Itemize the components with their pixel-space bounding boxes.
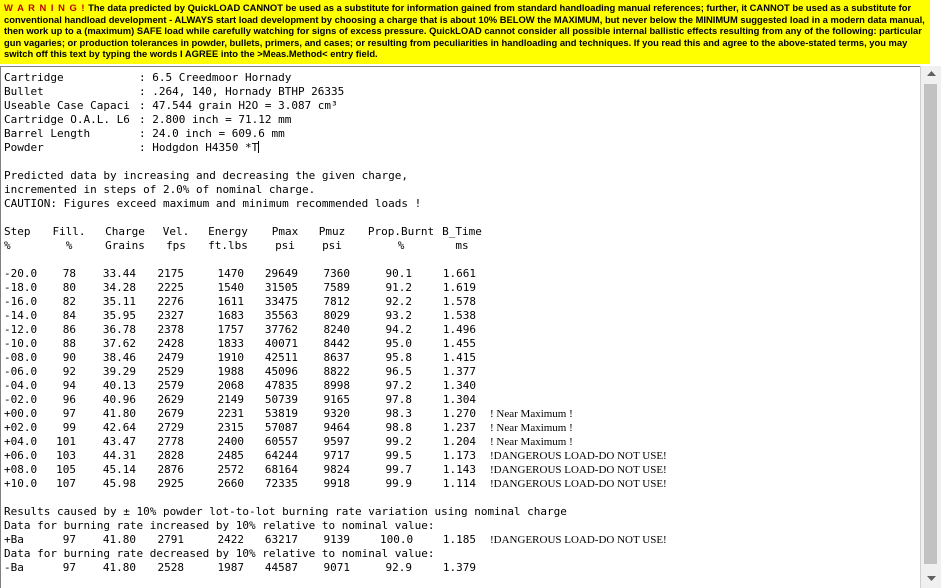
field-label: Useable Case Capaci (4, 99, 130, 112)
table-cell: 96.5 (385, 365, 412, 378)
table-cell: 1.340 (442, 379, 476, 392)
column-header: B_Time (442, 225, 482, 238)
table-cell: 38.46 (102, 351, 136, 364)
table-cell: -14.0 (4, 309, 38, 322)
table-cell: -Ba (4, 561, 24, 574)
table-cell: 2400 (217, 435, 244, 448)
table-cell: 37.62 (102, 337, 136, 350)
load-warning-note: ! Near Maximum ! (490, 422, 573, 434)
table-cell: 92.9 (385, 561, 412, 574)
table-cell: 41.80 (102, 533, 136, 546)
table-cell: 2925 (157, 477, 184, 490)
load-warning-note: ! Near Maximum ! (490, 408, 573, 420)
column-unit: % (397, 239, 405, 252)
table-cell: +06.0 (4, 449, 38, 462)
arrow-down-icon (927, 576, 936, 581)
column-unit: ft.lbs (208, 239, 248, 252)
column-unit: ms (455, 239, 469, 252)
table-cell: 2629 (157, 393, 184, 406)
table-cell: 1.496 (442, 323, 476, 336)
table-cell: 42.64 (102, 421, 136, 434)
column-header: Energy (208, 225, 248, 238)
column-header: Pmuz (318, 225, 346, 238)
scroll-up-button[interactable] (921, 66, 941, 83)
table-cell: 9597 (323, 435, 350, 448)
table-cell: +02.0 (4, 421, 38, 434)
table-cell: 2225 (157, 281, 184, 294)
table-cell: 64244 (264, 449, 298, 462)
table-cell: 8998 (323, 379, 350, 392)
table-cell: 2679 (157, 407, 184, 420)
load-warning-note: !DANGEROUS LOAD-DO NOT USE! (490, 478, 667, 490)
intro-text: CAUTION: Figures exceed maximum and minimum recommended loads ! (4, 197, 422, 210)
table-cell: 1988 (217, 365, 244, 378)
table-cell: 2660 (217, 477, 244, 490)
table-cell: 101 (56, 435, 76, 448)
field-value: : 47.544 grain H2O = 3.087 cm³ (139, 99, 338, 112)
table-cell: 94 (62, 379, 76, 392)
table-cell: 2149 (217, 393, 244, 406)
table-cell: 1.185 (442, 533, 476, 546)
table-cell: 1611 (217, 295, 244, 308)
table-cell: 1.661 (442, 267, 476, 280)
table-cell: 9071 (323, 561, 350, 574)
table-cell: 100.0 (380, 533, 414, 546)
table-cell: 92.2 (385, 295, 412, 308)
table-cell: 42511 (264, 351, 298, 364)
field-label: Powder (4, 141, 44, 154)
table-cell: 1.379 (442, 561, 476, 574)
table-cell: 1.143 (442, 463, 476, 476)
table-cell: 1540 (217, 281, 244, 294)
table-cell: 41.80 (102, 561, 136, 574)
load-warning-note: ! Near Maximum ! (490, 436, 573, 448)
table-cell: 45.98 (102, 477, 136, 490)
table-cell: 29649 (264, 267, 298, 280)
table-cell: 97 (62, 407, 76, 420)
table-cell: +00.0 (4, 407, 38, 420)
column-header: Vel. (162, 225, 190, 238)
table-cell: 31505 (264, 281, 298, 294)
field-label: Cartridge O.A.L. L6 (4, 113, 130, 126)
table-cell: 1470 (217, 267, 244, 280)
table-cell: 33.44 (102, 267, 136, 280)
table-cell: 2485 (217, 449, 244, 462)
table-cell: 97 (62, 533, 76, 546)
table-cell: 1.304 (442, 393, 476, 406)
table-cell: 1.578 (442, 295, 476, 308)
table-cell: 90 (62, 351, 76, 364)
field-label: Bullet (4, 85, 44, 98)
table-cell: 41.80 (102, 407, 136, 420)
table-cell: 2422 (217, 533, 244, 546)
table-cell: 39.29 (102, 365, 136, 378)
column-unit: psi (275, 239, 295, 252)
column-unit: psi (322, 239, 342, 252)
table-cell: 36.78 (102, 323, 136, 336)
table-cell: 99 (62, 421, 76, 434)
table-cell: 2828 (157, 449, 184, 462)
table-cell: 1.204 (442, 435, 476, 448)
burn-title: Results caused by ± 10% powder lot-to-lot burning rate variation using nominal charge (4, 505, 567, 518)
column-header: Step (4, 225, 31, 238)
intro-text: incremented in steps of 2.0% of nominal charge. (4, 183, 316, 196)
field-value: : .264, 140, Hornady BTHP 26335 (139, 85, 345, 98)
table-cell: 2231 (217, 407, 244, 420)
load-warning-note: !DANGEROUS LOAD-DO NOT USE! (490, 534, 667, 546)
table-cell: 9320 (323, 407, 350, 420)
table-cell: 40.96 (102, 393, 136, 406)
table-cell: 72335 (264, 477, 298, 490)
table-cell: 84 (62, 309, 76, 322)
table-cell: 82 (62, 295, 76, 308)
table-cell: 2068 (217, 379, 244, 392)
column-unit: % (4, 239, 11, 252)
table-cell: 97 (62, 561, 76, 574)
table-cell: 2729 (157, 421, 184, 434)
table-cell: +Ba (4, 533, 24, 546)
table-cell: 92 (62, 365, 76, 378)
field-value: : 24.0 inch = 609.6 mm (139, 127, 285, 140)
table-cell: 37762 (264, 323, 298, 336)
field-value: : 2.800 inch = 71.12 mm (139, 113, 292, 126)
table-cell: 99.2 (385, 435, 412, 448)
table-cell: 80 (62, 281, 76, 294)
arrow-up-icon (927, 71, 936, 76)
field-label: Barrel Length (4, 127, 91, 140)
table-cell: 53819 (264, 407, 298, 420)
table-cell: 1.237 (442, 421, 476, 434)
table-cell: 43.47 (102, 435, 136, 448)
table-cell: 107 (56, 477, 76, 490)
table-cell: 50739 (264, 393, 298, 406)
table-cell: -02.0 (4, 393, 38, 406)
table-cell: 91.2 (385, 281, 412, 294)
load-warning-note: !DANGEROUS LOAD-DO NOT USE! (490, 450, 667, 462)
table-cell: +08.0 (4, 463, 38, 476)
table-cell: 93.2 (385, 309, 412, 322)
table-cell: 96 (62, 393, 76, 406)
results-text-area[interactable] (0, 66, 920, 588)
table-cell: 1.173 (442, 449, 476, 462)
table-cell: 35.95 (102, 309, 136, 322)
text-cursor (258, 141, 259, 153)
table-cell: 68164 (264, 463, 298, 476)
table-cell: 40071 (264, 337, 298, 350)
column-header: Fill. (52, 225, 86, 238)
table-cell: -16.0 (4, 295, 38, 308)
table-cell: 97.2 (385, 379, 412, 392)
column-header: Prop.Burnt (367, 225, 435, 238)
table-cell: 44587 (264, 561, 298, 574)
table-cell: 9918 (323, 477, 350, 490)
table-cell: 2327 (157, 309, 184, 322)
table-cell: -08.0 (4, 351, 38, 364)
table-cell: 1.415 (442, 351, 476, 364)
table-cell: 1.377 (442, 365, 476, 378)
field-value: : 6.5 Creedmoor Hornady (139, 71, 292, 84)
table-cell: 88 (62, 337, 76, 350)
table-cell: 2378 (157, 323, 184, 336)
table-cell: 99.7 (385, 463, 412, 476)
table-cell: 99.5 (385, 449, 412, 462)
table-cell: +10.0 (4, 477, 38, 490)
scroll-down-button[interactable] (921, 571, 941, 588)
table-cell: 33475 (264, 295, 298, 308)
table-cell: 9717 (323, 449, 350, 462)
vertical-scrollbar[interactable] (920, 66, 941, 588)
table-cell: -18.0 (4, 281, 38, 294)
table-cell: 1683 (217, 309, 244, 322)
table-cell: 1.114 (442, 477, 476, 490)
table-cell: +04.0 (4, 435, 38, 448)
table-cell: 94.2 (385, 323, 412, 336)
table-cell: 9824 (323, 463, 350, 476)
table-cell: 35.11 (102, 295, 136, 308)
warning-text: The data predicted by QuickLOAD CANNOT be used as a substitute for information gained from standard handloading manual references; further, it CANNOT be used as a substitute for conventional handload development - ALWAYS start load development by choosing a charge that is about 10% BELOW the MAXIMUM, but never below the MINIMUM suggested load in a modern data manual, then work up to a (maximum) SAFE load while carefully watching for signs of excess pressure. QuickLOAD cannot consider all possible internal ballistic effects resulting from any of the following: particular gun vagaries; or production tolerances in powder, bullets, primers, and cases; or resulting from peculiarities in handloading and techniques. If you read this and agree to the above-stated terms, you may switch off this text by typing the words I AGREE into the >Meas.Method< entry field. (4, 2, 925, 60)
table-cell: 8822 (323, 365, 350, 378)
table-cell: 2479 (157, 351, 184, 364)
column-header: Pmax (271, 225, 299, 238)
table-cell: 35563 (264, 309, 298, 322)
table-cell: 1757 (217, 323, 244, 336)
table-cell: 1.455 (442, 337, 476, 350)
table-cell: 99.9 (385, 477, 412, 490)
load-warning-note: !DANGEROUS LOAD-DO NOT USE! (490, 464, 667, 476)
burn-label: Data for burning rate increased by 10% relative to nominal value: (4, 519, 435, 532)
table-cell: 2529 (157, 365, 184, 378)
table-cell: 2428 (157, 337, 184, 350)
intro-text: Predicted data by increasing and decreasing the given charge, (4, 169, 408, 182)
table-cell: 2876 (157, 463, 184, 476)
table-cell: 105 (56, 463, 76, 476)
table-cell: -12.0 (4, 323, 38, 336)
field-label: Cartridge (4, 71, 64, 84)
table-cell: 95.0 (385, 337, 412, 350)
table-cell: 63217 (264, 533, 298, 546)
table-cell: 2276 (157, 295, 184, 308)
table-cell: 1910 (217, 351, 244, 364)
table-cell: -04.0 (4, 379, 38, 392)
table-cell: 8442 (323, 337, 350, 350)
table-cell: 9139 (323, 533, 350, 546)
warning-prefix: W A R N I N G ! (4, 2, 86, 13)
burn-label: Data for burning rate decreased by 10% relative to nominal value: (4, 547, 435, 560)
table-cell: 2579 (157, 379, 184, 392)
table-cell: 45096 (264, 365, 298, 378)
table-cell: -10.0 (4, 337, 38, 350)
table-cell: 1987 (217, 561, 244, 574)
table-cell: 1.538 (442, 309, 476, 322)
table-cell: 60557 (264, 435, 298, 448)
table-cell: 2791 (157, 533, 184, 546)
table-cell: 1.270 (442, 407, 476, 420)
table-cell: 40.13 (102, 379, 136, 392)
table-cell: 86 (62, 323, 76, 336)
table-cell: 97.8 (385, 393, 412, 406)
table-cell: 8240 (323, 323, 350, 336)
table-cell: 1833 (217, 337, 244, 350)
column-unit: Grains (105, 239, 145, 252)
table-cell: 103 (56, 449, 76, 462)
table-cell: 2175 (157, 267, 184, 280)
table-cell: 98.3 (385, 407, 412, 420)
table-cell: 7589 (323, 281, 350, 294)
column-unit: fps (166, 239, 186, 252)
column-header: Charge (105, 225, 145, 238)
table-cell: 78 (62, 267, 76, 280)
table-cell: 2778 (157, 435, 184, 448)
table-cell: 90.1 (385, 267, 412, 280)
table-cell: -20.0 (4, 267, 38, 280)
disclaimer-banner (0, 0, 930, 64)
table-cell: 57087 (264, 421, 298, 434)
table-cell: 1.619 (442, 281, 476, 294)
table-cell: -06.0 (4, 365, 38, 378)
table-cell: 9464 (323, 421, 350, 434)
field-value: : Hodgdon H4350 *T (139, 141, 259, 154)
scrollbar-thumb[interactable] (924, 84, 937, 564)
column-unit: % (65, 239, 73, 252)
table-cell: 8637 (323, 351, 350, 364)
table-cell: 9165 (323, 393, 350, 406)
table-cell: 98.8 (385, 421, 412, 434)
table-cell: 7812 (323, 295, 350, 308)
table-cell: 45.14 (102, 463, 136, 476)
table-cell: 7360 (323, 267, 350, 280)
table-cell: 2528 (157, 561, 184, 574)
table-cell: 2572 (217, 463, 244, 476)
table-cell: 47835 (264, 379, 298, 392)
table-cell: 34.28 (102, 281, 136, 294)
table-cell: 44.31 (102, 449, 136, 462)
table-cell: 95.8 (385, 351, 412, 364)
table-cell: 8029 (323, 309, 350, 322)
table-cell: 2315 (217, 421, 244, 434)
